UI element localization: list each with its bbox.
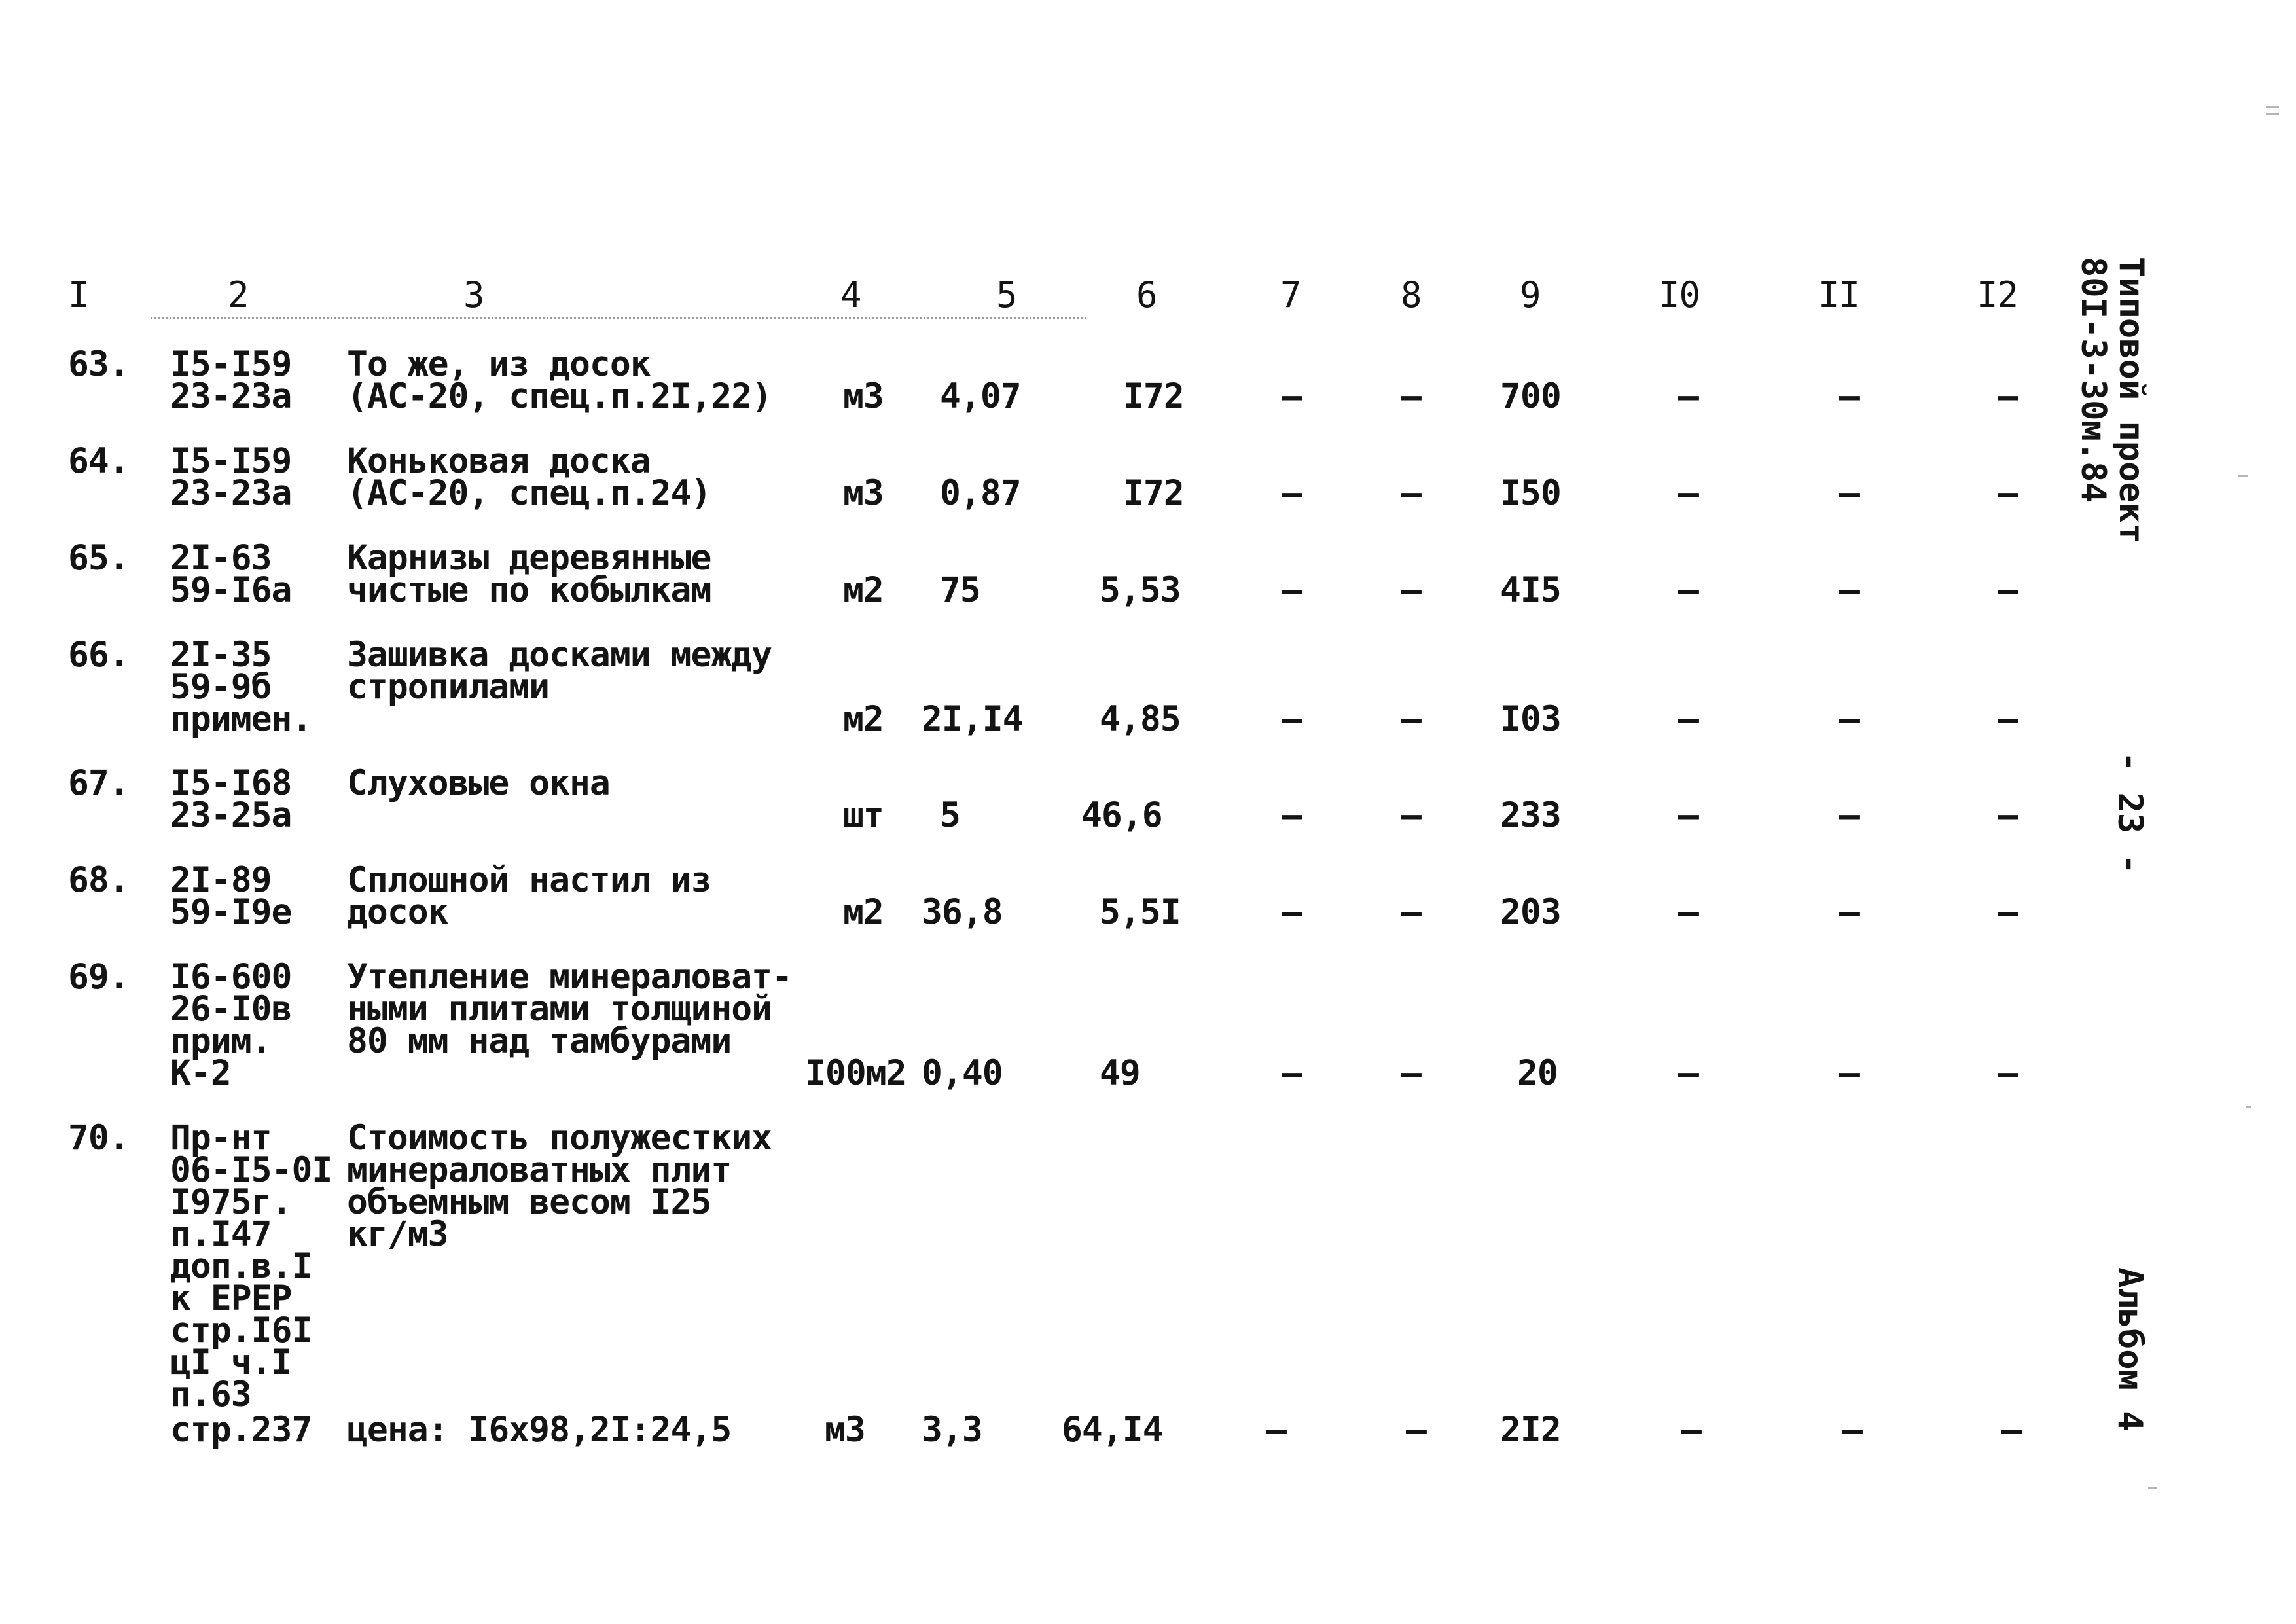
col7-value: – — [1282, 473, 1302, 513]
col10-value: – — [1678, 376, 1698, 416]
col7-value: – — [1282, 376, 1302, 416]
work-description: То же, из досок — [347, 344, 651, 384]
quantity: 2I,I4 — [922, 699, 1023, 739]
row-number: 69. — [68, 957, 129, 997]
unit-price: I72 — [1123, 376, 1184, 416]
work-description: чистые по кобылкам — [347, 570, 711, 610]
work-description: Зашивка досками между — [347, 635, 772, 675]
norm-code: I5-I68 — [170, 763, 292, 803]
col12-value: – — [1998, 699, 2018, 739]
col7-value: – — [1282, 570, 1302, 610]
col10-value: – — [1678, 1053, 1698, 1093]
col8-value: – — [1401, 795, 1421, 835]
norm-code: I5-I59 — [170, 344, 292, 384]
scan-mark — [2266, 113, 2279, 115]
total-cost: 203 — [1500, 892, 1561, 932]
col12-value: – — [1998, 1053, 2018, 1093]
norm-code: прим. — [170, 1021, 272, 1061]
quantity: 0,40 — [922, 1053, 1003, 1093]
col12-value: – — [1998, 795, 2018, 835]
col11-value: – — [1839, 473, 1859, 513]
col10-value: – — [1678, 795, 1698, 835]
col10-value: – — [1678, 473, 1698, 513]
norm-code: примен. — [170, 699, 312, 739]
unit: м3 — [843, 376, 884, 416]
col-header-10: I0 — [1659, 274, 1700, 316]
work-description: (АС-20, спец.п.2I,22) — [347, 376, 772, 416]
work-description: стропилами — [347, 667, 550, 707]
col7-value: – — [1282, 699, 1302, 739]
norm-code: 2I-35 — [170, 635, 272, 675]
col12-value: – — [1998, 376, 2018, 416]
unit-price: 64,I4 — [1062, 1410, 1163, 1450]
norm-code: 59-9б — [170, 667, 272, 707]
work-description: 80 мм над тамбурами — [347, 1021, 732, 1061]
norm-code: 23-25а — [170, 795, 292, 835]
col8-value: – — [1401, 570, 1421, 610]
page-number: - 23 - — [2110, 751, 2149, 875]
norm-code: цI ч.I — [170, 1343, 292, 1382]
norm-code: стр.I6I — [170, 1310, 312, 1350]
col7-value: – — [1282, 795, 1302, 835]
norm-code: стр.237 — [170, 1410, 312, 1450]
col-header-12: I2 — [1977, 274, 2018, 316]
norm-code: I975г. — [170, 1182, 292, 1222]
total-cost: I03 — [1500, 699, 1561, 739]
work-description: Коньковая доска — [347, 441, 651, 481]
work-description: Карнизы деревянные — [347, 538, 711, 578]
work-description: минераловатных плит — [347, 1150, 732, 1190]
col-header-11: II — [1818, 274, 1860, 316]
quantity: 0,87 — [940, 473, 1021, 513]
col10-value: – — [1681, 1410, 1701, 1450]
norm-code: 23-23а — [170, 473, 292, 513]
norm-code: I6-600 — [170, 957, 292, 997]
norm-code: 59-I6а — [170, 570, 292, 610]
unit: I00м2 — [805, 1053, 906, 1093]
col-header-3: 3 — [463, 274, 484, 316]
col11-value: – — [1839, 892, 1859, 932]
unit: м2 — [843, 892, 884, 932]
norm-code: 2I-63 — [170, 538, 272, 578]
row-number: 63. — [68, 344, 129, 384]
price-formula: цена: I6х98,2I:24,5 — [347, 1410, 732, 1450]
col11-value: – — [1839, 795, 1859, 835]
norm-code: 26-I0в — [170, 989, 292, 1029]
norm-code: I5-I59 — [170, 441, 292, 481]
row-number: 65. — [68, 538, 129, 578]
col8-value: – — [1401, 376, 1421, 416]
norm-code: Пр-нт — [170, 1118, 272, 1158]
col8-value: – — [1401, 892, 1421, 932]
col-header-2: 2 — [228, 274, 249, 316]
work-description: Сплошной настил из — [347, 860, 711, 900]
norm-code: п.63 — [170, 1375, 251, 1415]
scan-mark — [2246, 1106, 2251, 1108]
col11-value: – — [1839, 570, 1859, 610]
work-description: Утепление минераловат- — [347, 957, 792, 997]
norm-code: к ЕРЕР — [170, 1278, 292, 1318]
col-header-7: 7 — [1280, 274, 1301, 316]
norm-code: К-2 — [170, 1053, 231, 1093]
norm-code: 2I-89 — [170, 860, 272, 900]
total-cost: 4I5 — [1500, 570, 1561, 610]
unit-price: 4,85 — [1100, 699, 1181, 739]
col7-value: – — [1266, 1410, 1286, 1450]
work-description: Слуховые окна — [347, 763, 610, 803]
unit: м3 — [825, 1410, 865, 1450]
col12-value: – — [1998, 892, 2018, 932]
col7-value: – — [1282, 1053, 1302, 1093]
col7-value: – — [1282, 892, 1302, 932]
quantity: 5 — [940, 795, 960, 835]
unit-price: I72 — [1123, 473, 1184, 513]
col-header-5: 5 — [996, 274, 1017, 316]
col10-value: – — [1678, 892, 1698, 932]
row-number: 68. — [68, 860, 129, 900]
col8-value: – — [1406, 1410, 1426, 1450]
quantity: 4,07 — [940, 376, 1021, 416]
col8-value: – — [1401, 473, 1421, 513]
col8-value: – — [1401, 1053, 1421, 1093]
unit: шт — [843, 795, 884, 835]
header-rule — [151, 317, 1086, 319]
norm-code: 59-I9е — [170, 892, 292, 932]
norm-code: 23-23а — [170, 376, 292, 416]
norm-code: 06-I5-0I — [170, 1150, 332, 1190]
quantity: 3,3 — [922, 1410, 982, 1450]
col10-value: – — [1678, 699, 1698, 739]
unit-price: 5,5I — [1100, 892, 1181, 932]
total-cost: I50 — [1500, 473, 1561, 513]
project-title: Типовой проект — [2111, 257, 2151, 544]
total-cost: 700 — [1500, 376, 1561, 416]
album-label: Альбом 4 — [2110, 1267, 2149, 1432]
norm-code: доп.в.I — [170, 1246, 312, 1286]
col11-value: – — [1839, 699, 1859, 739]
row-number: 70. — [68, 1118, 129, 1158]
col-header-9: 9 — [1520, 274, 1541, 316]
col-header-8: 8 — [1401, 274, 1422, 316]
unit-price: 5,53 — [1100, 570, 1181, 610]
quantity: 36,8 — [922, 892, 1003, 932]
col12-value: – — [1998, 570, 2018, 610]
total-cost: 233 — [1500, 795, 1561, 835]
col11-value: – — [1842, 1410, 1862, 1450]
work-description: ными плитами толщиной — [347, 989, 772, 1029]
work-description: досок — [347, 892, 448, 932]
col-header-4: 4 — [840, 274, 861, 316]
work-description: Стоимость полужестких — [347, 1118, 772, 1158]
row-number: 66. — [68, 635, 129, 675]
col-header-1: I — [68, 274, 89, 316]
unit-price: 49 — [1100, 1053, 1140, 1093]
scan-mark — [2266, 106, 2279, 108]
scan-mark — [2148, 1487, 2157, 1489]
unit: м2 — [843, 699, 884, 739]
work-description: (АС-20, спец.п.24) — [347, 473, 711, 513]
col-header-6: 6 — [1136, 274, 1157, 316]
quantity: 75 — [940, 570, 980, 610]
norm-code: п.I47 — [170, 1214, 272, 1254]
total-cost: 20 — [1517, 1053, 1558, 1093]
total-cost: 2I2 — [1500, 1410, 1561, 1450]
scan-mark — [2238, 475, 2248, 477]
col12-value: – — [1998, 473, 2018, 513]
col11-value: – — [1839, 376, 1859, 416]
col11-value: – — [1839, 1053, 1859, 1093]
col12-value: – — [2001, 1410, 2022, 1450]
work-description: кг/м3 — [347, 1214, 448, 1254]
col10-value: – — [1678, 570, 1698, 610]
project-code: 80I-3-30м.84 — [2073, 257, 2113, 503]
unit-price: 46,6 — [1081, 795, 1162, 835]
row-number: 67. — [68, 763, 129, 803]
unit: м2 — [843, 570, 884, 610]
col8-value: – — [1401, 699, 1421, 739]
row-number: 64. — [68, 441, 129, 481]
work-description: объемным весом I25 — [347, 1182, 711, 1222]
unit: м3 — [843, 473, 884, 513]
